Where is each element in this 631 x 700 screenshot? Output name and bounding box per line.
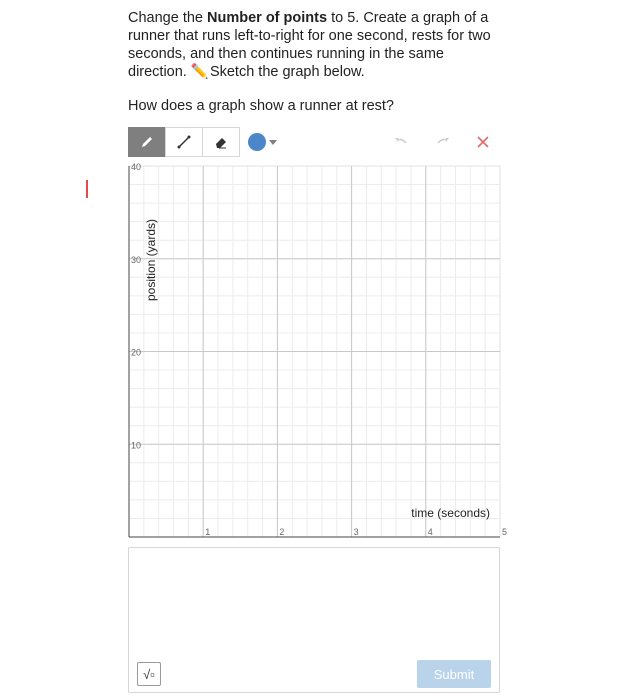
x-tick-label: 3: [353, 527, 359, 537]
redo-button[interactable]: [432, 131, 454, 153]
eraser-icon: [213, 134, 229, 150]
x-tick-label: 4: [427, 527, 433, 537]
y-tick-label: 10: [131, 440, 142, 451]
line-tool-button[interactable]: [165, 127, 203, 157]
x-tick-label: 1: [205, 527, 211, 537]
sketch-graph[interactable]: [128, 162, 508, 541]
y-tick-label: 30: [131, 254, 142, 265]
chevron-down-icon: [269, 140, 277, 145]
instructions-text: [128, 9, 500, 81]
line-icon: [176, 134, 192, 150]
instructions-part1: Change the: [128, 10, 208, 26]
pencil-emoji-icon: ✏️: [190, 64, 209, 80]
pencil-tool-button[interactable]: [128, 127, 166, 157]
undo-button[interactable]: [390, 131, 412, 153]
x-axis-label: time (seconds): [411, 506, 490, 520]
math-input-button[interactable]: √▫: [137, 662, 161, 686]
answer-input-box[interactable]: [128, 547, 500, 693]
instructions-bold: Number of points: [207, 10, 328, 26]
pencil-icon: [139, 134, 155, 150]
close-icon: [476, 135, 490, 149]
y-tick-label: 20: [131, 347, 142, 358]
color-swatch-icon: [248, 133, 266, 151]
side-marker: [86, 180, 88, 198]
color-picker[interactable]: [248, 131, 280, 153]
y-axis-label: position (yards): [144, 218, 158, 302]
instructions-part3: Sketch the graph below.: [209, 64, 365, 80]
undo-icon: [393, 136, 409, 148]
graph-canvas[interactable]: [128, 162, 508, 541]
y-tick-label: 40: [131, 162, 142, 172]
drawing-toolbar: [128, 127, 502, 159]
submit-button[interactable]: Submit: [417, 660, 491, 688]
instructions-part2: to 5. Create a graph of a runner that runs left-to-right for one second, rests for two seconds, and then continues running in the same direction.: [128, 10, 491, 80]
redo-icon: [435, 136, 451, 148]
question-text: How does a graph show a runner at rest?: [128, 98, 394, 114]
clear-button[interactable]: [472, 131, 494, 153]
x-tick-label: 2: [279, 527, 285, 537]
x-tick-label: 5: [502, 527, 508, 537]
eraser-tool-button[interactable]: [202, 127, 240, 157]
